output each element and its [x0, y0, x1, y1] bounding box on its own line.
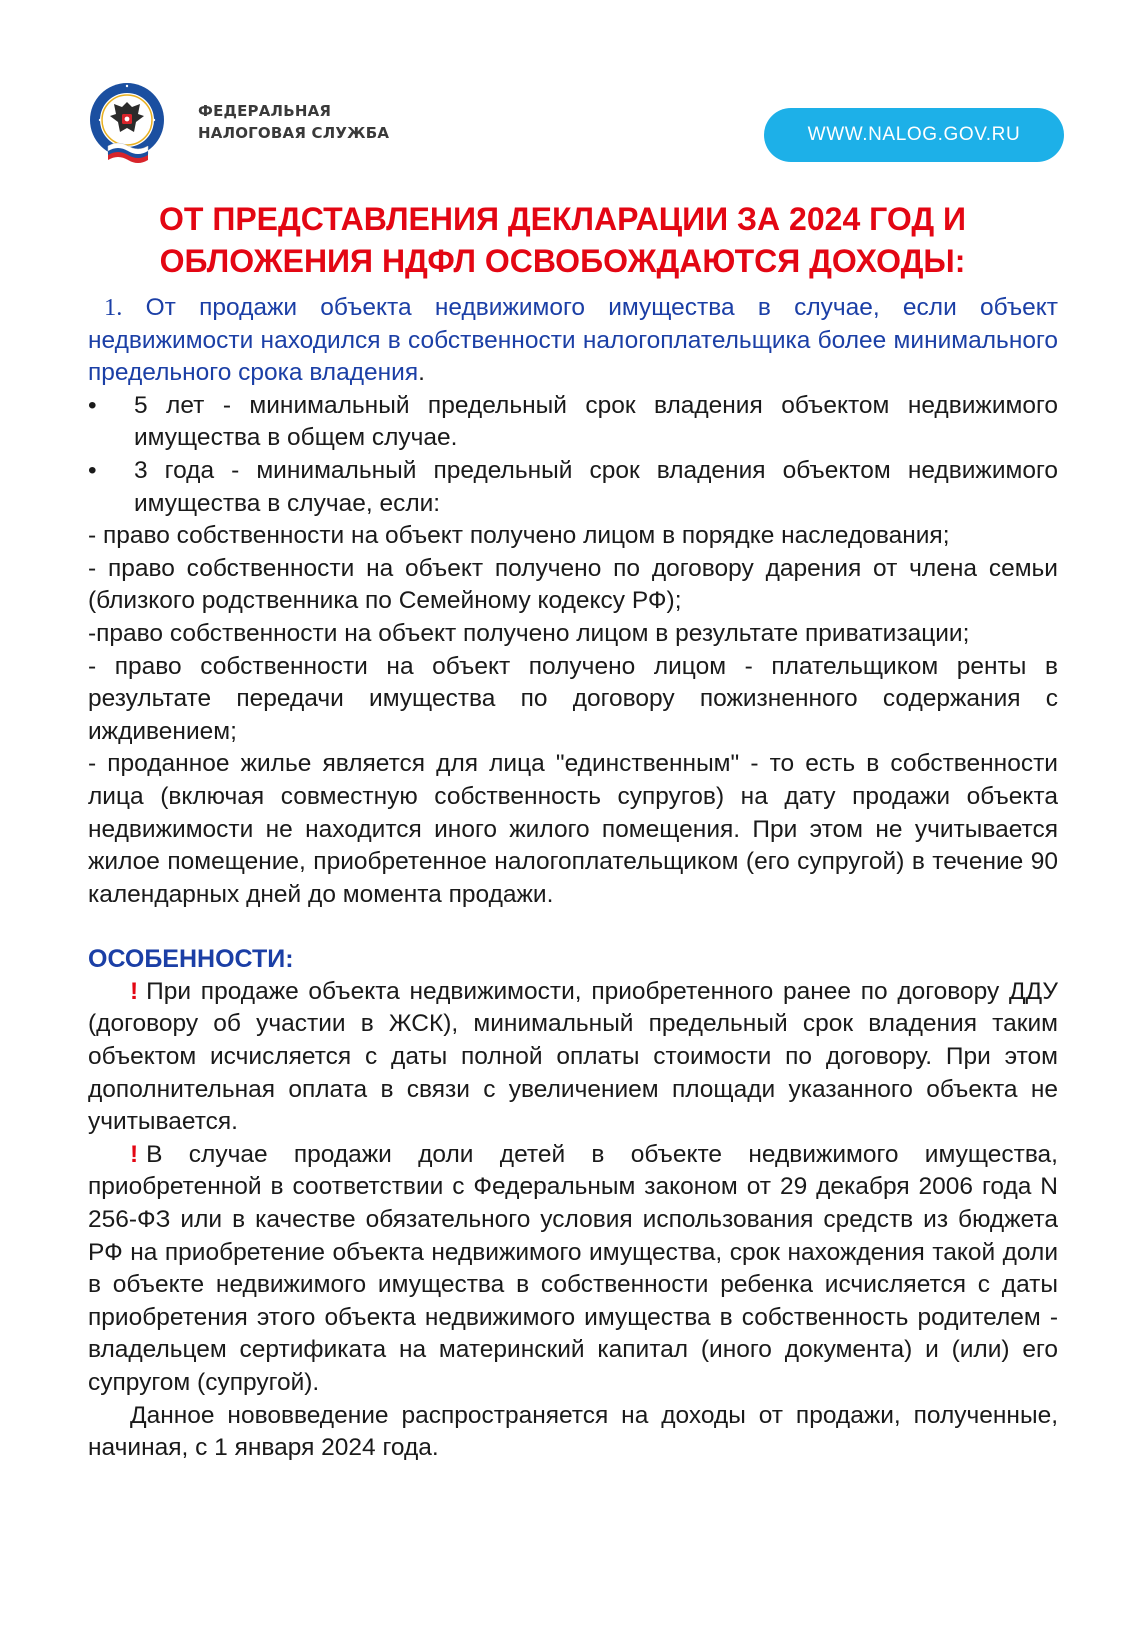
feature-note-1-text: При продаже объекта недвижимости, приобретенного ранее по договору ДДУ (договору об участии в ЖСК), минимальный предельный срок владения таким объектом исчисляется с даты полной оплаты стоимости по договору. При этом дополнительная оплата в связи с увеличением площади указанного объекта не учитывается.: [88, 977, 1058, 1136]
item-1-number: 1.: [104, 294, 123, 321]
exclamation-icon: !: [130, 1140, 139, 1168]
fns-emblem-logo: [88, 80, 166, 170]
conditions-list: [88, 520, 1058, 911]
bullet-mark: •: [88, 391, 97, 419]
features-heading: ОСОБЕННОСТИ:: [88, 945, 294, 974]
title-line1: ОТ ПРЕДСТАВЛЕНИЯ ДЕКЛАРАЦИИ ЗА 2024 ГОД И: [158, 201, 966, 237]
bullet-mark: •: [88, 456, 97, 484]
org-name-line1: ФЕДЕРАЛЬНАЯ: [198, 102, 332, 120]
section-spacer: [88, 911, 1058, 943]
website-link[interactable]: WWW.NALOG.GOV.RU: [764, 108, 1064, 162]
feature-note-1: [88, 976, 1058, 1139]
item-1-tail: .: [418, 359, 425, 387]
condition-item: -право собственности на объект получено лицом в результате приватизации;: [88, 619, 970, 647]
term-list: [88, 390, 1058, 520]
condition-item: - право собственности на объект получено лицом в порядке наследования;: [88, 522, 950, 550]
item-1-text: От продажи объекта недвижимого имущества в случае, если объект недвижимости находился в собственности налогоплательщика более минимального предельного срока владения: [88, 294, 1058, 387]
bullet-text: 5 лет - минимальный предельный срок владения объектом недвижимого имущества в общем случае.: [134, 391, 1058, 452]
title-line2: ОБЛОЖЕНИЯ НДФЛ ОСВОБОЖДАЮТСЯ ДОХОДЫ:: [159, 243, 966, 279]
organization-name: [198, 100, 389, 144]
org-name-line2: НАЛОГОВАЯ СЛУЖБА: [198, 124, 390, 142]
feature-note-2-text: В случае продажи доли детей в объекте недвижимого имущества, приобретенной в соответствии с Федеральным законом от 29 декабря 2006 года N 256-ФЗ или в качестве обязательного условия использования средств из бюджета РФ на приобретение объекта недвижимого имущества, срок нахождения такой доли в объекте недвижимого имущества в собственности ребенка исчисляется с даты приобретения этого объекта недвижимого имущества в собственность родителем - владельцем сертификата на материнский капитал (иного документа) и (или) его супругом (супругой).: [88, 1140, 1058, 1396]
bullet-text: 3 года - минимальный предельный срок владения объектом недвижимого имущества в случае, если:: [134, 456, 1058, 517]
list-item: [88, 390, 1058, 455]
exclamation-icon: !: [130, 977, 139, 1005]
closing-note: Данное нововведение распространяется на доходы от продажи, полученные, начиная, с 1 января 2024 года.: [88, 1401, 1058, 1462]
page-title: [60, 198, 1065, 282]
condition-item: - право собственности на объект получено лицом - плательщиком ренты в результате передачи имущества по договору пожизненного содержания с иждивением;: [88, 652, 1058, 745]
document-body: [88, 292, 1058, 1465]
condition-item: - проданное жилье является для лица "единственным" - то есть в собственности лица (включая совместную собственность супругов) на дату продажи объекта недвижимости не находится иного жилого помещения. При этом не учитывается жилое помещение, приобретенное налогоплательщиком (его супругой) в течение 90 календарных дней до момента продажи.: [88, 750, 1058, 908]
item-1: [88, 292, 1058, 390]
list-item: [88, 455, 1058, 520]
feature-note-2: [88, 1139, 1058, 1400]
condition-item: - право собственности на объект получено по договору дарения от члена семьи (близкого родственника по Семейному кодексу РФ);: [88, 554, 1058, 615]
